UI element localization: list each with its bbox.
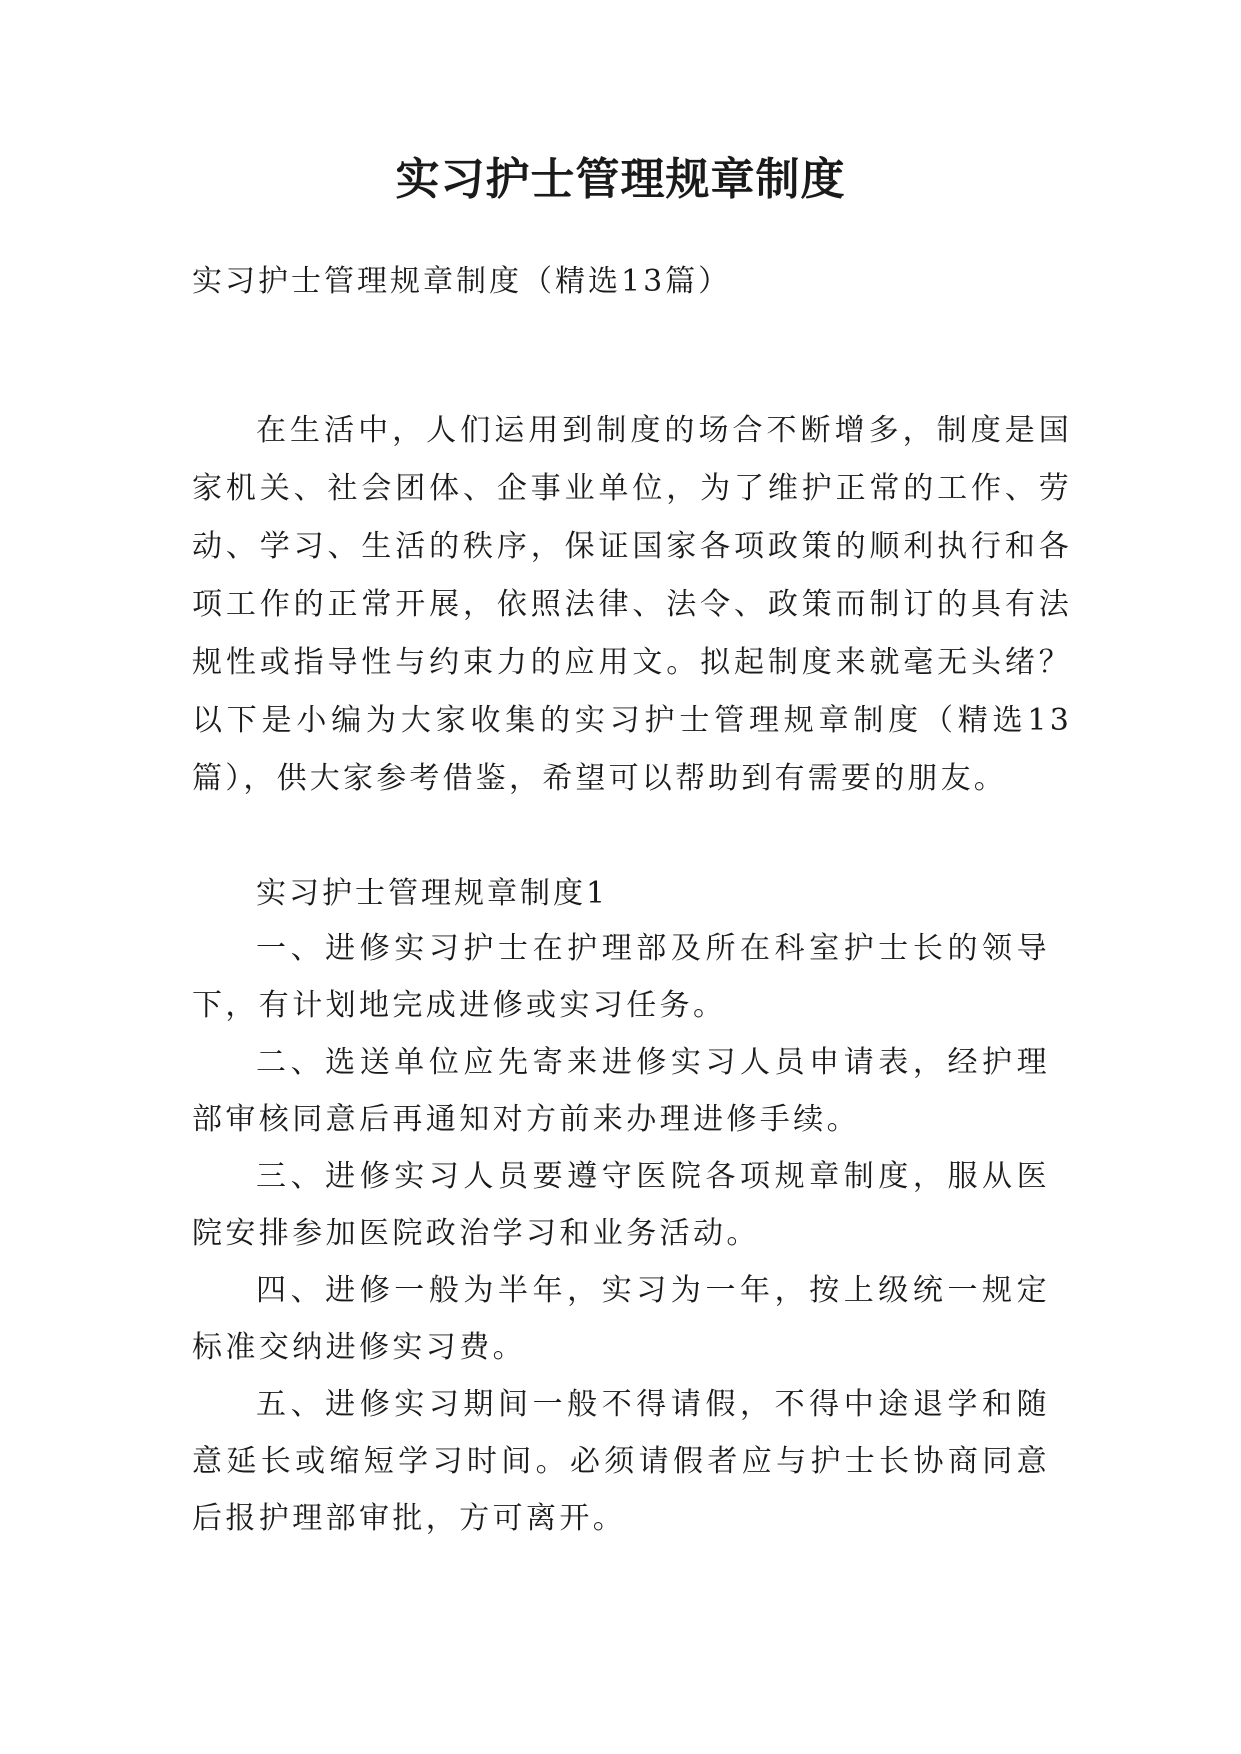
intro-paragraph: 在生活中，人们运用到制度的场合不断增多，制度是国家机关、社会团体、企事业单位，为了维护正常的工作、劳动、学习、生活的秩序，保证国家各项政策的顺利执行和各项工作的正常开展，依照法律、法令、政策而制订的具有法规性或指导性与约束力的应用文。拟起制度来就毫无头绪？以下是小编为大家收集的实习护士管理规章制度（精选13篇），供大家参考借鉴，希望可以帮助到有需要的朋友。 [192, 413, 1072, 796]
rules-list [192, 920, 1050, 1547]
rule-item: 一、进修实习护士在护理部及所在科室护士长的领导下，有计划地完成进修或实习任务。 [192, 931, 1050, 1023]
section-heading: 实习护士管理规章制度1 [256, 876, 609, 911]
document-subtitle: 实习护士管理规章制度（精选13篇） [192, 264, 732, 299]
rule-item: 四、进修一般为半年，实习为一年，按上级统一规定标准交纳进修实习费。 [192, 1273, 1050, 1365]
rule-item: 三、进修实习人员要遵守医院各项规章制度，服从医院安排参加医院政治学习和业务活动。 [192, 1159, 1050, 1251]
rule-item: 五、进修实习期间一般不得请假，不得中途退学和随意延长或缩短学习时间。必须请假者应与护士长协商同意后报护理部审批，方可离开。 [192, 1387, 1050, 1536]
document-title: 实习护士管理规章制度 [395, 154, 846, 205]
rule-item: 二、选送单位应先寄来进修实习人员申请表，经护理部审核同意后再通知对方前来办理进修手续。 [192, 1045, 1050, 1137]
